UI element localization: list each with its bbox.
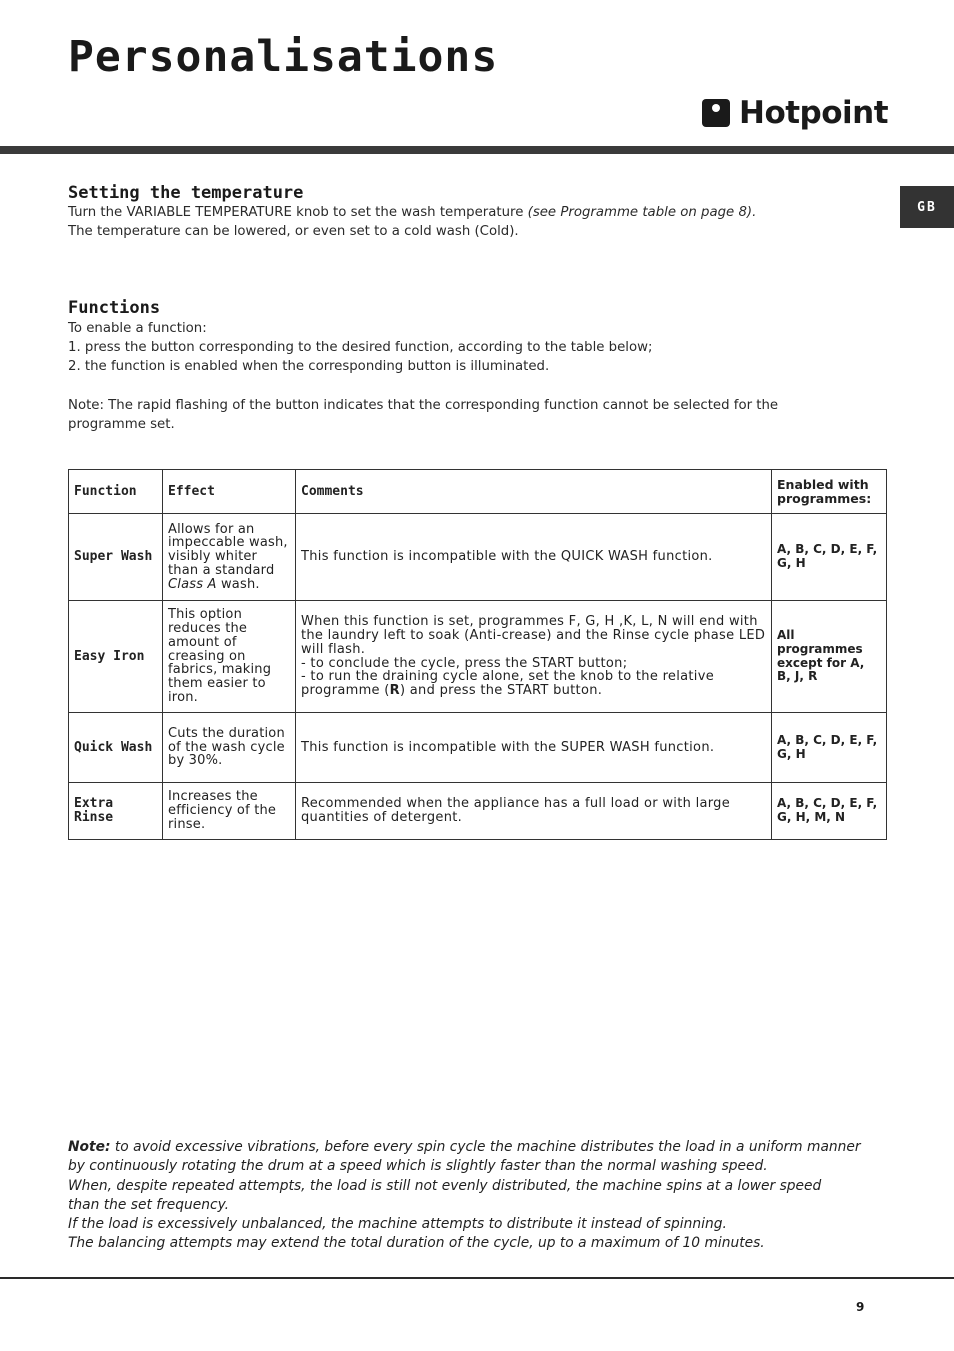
column-header-enabled: Enabled with programmes: <box>772 470 887 514</box>
note-label: Note: <box>68 1139 111 1155</box>
table-header-row <box>69 470 887 514</box>
table-row <box>69 713 887 783</box>
function-name: Extra Rinse <box>69 783 163 840</box>
column-header-effect: Effect <box>163 470 296 514</box>
note-line-5: If the load is excessively unbalanced, the machine attempts to distribute it instead of spinning. <box>68 1216 727 1233</box>
functions-step-2: 2. the function is enabled when the corresponding button is illuminated. <box>68 359 550 374</box>
function-comments <box>296 601 772 713</box>
balancing-note <box>68 1138 888 1254</box>
page-title: Personalisations <box>68 32 499 82</box>
brand-name: Hotpoint <box>739 94 889 131</box>
hotpoint-logo-icon <box>702 99 730 127</box>
temperature-line-1-reference: (see Programme table on page 8). <box>527 205 757 220</box>
functions-note-line-2: programme set. <box>68 417 175 432</box>
function-effect <box>163 514 296 601</box>
programme-r-label: R <box>389 683 400 699</box>
note-line-3: When, despite repeated attempts, the load is still not evenly distributed, the machine spins at a lower speed <box>68 1177 822 1194</box>
note-line-1 <box>68 1138 888 1157</box>
table-row <box>69 514 887 601</box>
function-enabled-programmes: A, B, C, D, E, F, G, H <box>772 713 887 783</box>
function-effect: Cuts the duration of the wash cycle by 30%. <box>163 713 296 783</box>
note-line-1-text: to avoid excessive vibrations, before every spin cycle the machine distributes the load in a uniform manner <box>110 1139 861 1155</box>
temperature-heading: Setting the temperature <box>68 183 304 203</box>
effect-text: Allows for an impeccable wash, visibly whiter than a standard <box>168 521 288 578</box>
brand-logo <box>702 94 888 132</box>
temperature-line-2: The temperature can be lowered, or even set to a cold wash (Cold). <box>68 224 519 239</box>
table-row <box>69 783 887 840</box>
comments-line-2: - to conclude the cycle, press the START button; <box>301 655 628 671</box>
note-line-4: than the set frequency. <box>68 1196 230 1213</box>
comments-line-1: When this function is set, programmes F, G, H ,K, L, N will end with the laundry left to soak (Anti-crease) and the Rinse cycle phase LED will flash. <box>301 614 766 657</box>
function-enabled-programmes: All programmes except for A, B, J, R <box>772 601 887 713</box>
functions-note-line-1: Note: The rapid flashing of the button indicates that the corresponding function cannot be selected for the <box>68 398 779 413</box>
temperature-line-1 <box>68 203 756 222</box>
function-enabled-programmes: A, B, C, D, E, F, G, H, M, N <box>772 783 887 840</box>
function-enabled-programmes: A, B, C, D, E, F, G, H <box>772 514 887 601</box>
column-header-comments: Comments <box>296 470 772 514</box>
function-name: Quick Wash <box>69 713 163 783</box>
comments-line-3-start: - to run the draining cycle alone, set the knob to the relative programme ( <box>301 669 714 699</box>
header-divider <box>0 146 954 154</box>
function-effect: Increases the efficiency of the rinse. <box>163 783 296 840</box>
functions-step-1: 1. press the button corresponding to the desired function, according to the table below; <box>68 340 653 355</box>
language-tab: GB <box>900 186 954 228</box>
comments-line-3 <box>301 670 766 698</box>
function-comments: This function is incompatible with the SUPER WASH function. <box>296 713 772 783</box>
effect-class-label: Class A <box>168 576 217 592</box>
functions-table <box>68 469 887 840</box>
function-name: Super Wash <box>69 514 163 601</box>
note-line-6: The balancing attempts may extend the total duration of the cycle, up to a maximum of 10 minutes. <box>68 1235 765 1252</box>
function-effect: This option reduces the amount of creasing on fabrics, making them easier to iron. <box>163 601 296 713</box>
page-number: 9 <box>856 1300 865 1314</box>
functions-intro: To enable a function: <box>68 321 207 336</box>
effect-tail: wash. <box>216 576 260 592</box>
function-comments: This function is incompatible with the QUICK WASH function. <box>296 514 772 601</box>
comments-line-3-end: ) and press the START button. <box>399 683 603 699</box>
temperature-line-1-text: Turn the VARIABLE TEMPERATURE knob to set the wash temperature <box>68 205 528 220</box>
footer-divider <box>0 1277 954 1279</box>
table-row <box>69 601 887 713</box>
functions-heading: Functions <box>68 298 161 318</box>
function-name: Easy Iron <box>69 601 163 713</box>
note-line-2: by continuously rotating the drum at a speed which is slightly faster than the normal washing speed. <box>68 1158 768 1175</box>
column-header-function: Function <box>69 470 163 514</box>
function-comments: Recommended when the appliance has a full load or with large quantities of detergent. <box>296 783 772 840</box>
